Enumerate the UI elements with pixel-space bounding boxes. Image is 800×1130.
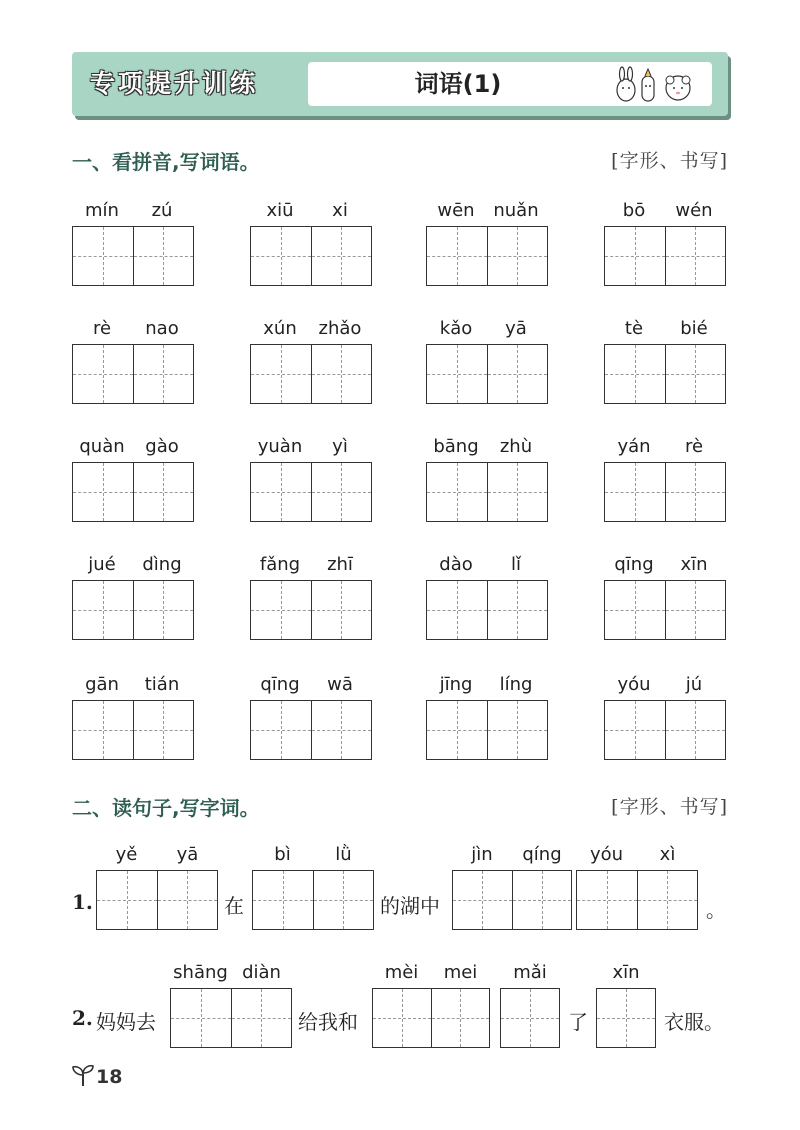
pinyin: diàn — [242, 962, 281, 983]
pinyin: yuàn — [257, 436, 303, 457]
writing-grid[interactable] — [426, 580, 548, 640]
sentence1-number: 1. — [72, 890, 93, 914]
section2-title: 二、读句子,写字词。 — [72, 796, 260, 820]
pinyin-word-item — [426, 318, 548, 408]
pinyin-word-item — [72, 200, 194, 290]
writing-grid[interactable] — [72, 580, 194, 640]
sentence2-answer-1 — [170, 962, 292, 1052]
page-title: 词语(1) — [414, 70, 502, 98]
pinyin: lǜ — [335, 844, 352, 865]
pinyin: jīng — [439, 674, 473, 695]
pinyin: xīn — [612, 962, 640, 983]
pinyin: mei — [443, 962, 478, 983]
mascots-icon — [608, 66, 704, 102]
writing-grid[interactable] — [604, 462, 726, 522]
pinyin-word-item — [72, 436, 194, 526]
pinyin: mín — [85, 200, 119, 221]
pinyin: yóu — [617, 674, 651, 695]
sentence2-number: 2. — [72, 1006, 93, 1030]
pinyin: yě — [115, 844, 138, 865]
sentence2-text-3: 衣服。 — [664, 1010, 724, 1034]
pinyin: yán — [617, 436, 651, 457]
section1-tag: [字形、书写] — [611, 150, 728, 172]
writing-grid[interactable] — [452, 870, 572, 930]
pinyin: bāng — [433, 436, 479, 457]
pinyin: nao — [145, 318, 179, 339]
pinyin: yóu — [589, 844, 624, 865]
writing-grid[interactable] — [500, 988, 560, 1048]
sentence2-answer-4 — [596, 962, 656, 1052]
pinyin: xì — [659, 844, 676, 865]
pinyin: qīng — [614, 554, 654, 575]
pinyin: lǐ — [510, 554, 521, 575]
writing-grid[interactable] — [596, 988, 656, 1048]
pinyin-word-item — [426, 674, 548, 764]
header-banner — [72, 52, 728, 116]
writing-grid[interactable] — [170, 988, 292, 1048]
pinyin-word-item — [604, 200, 726, 290]
pinyin: zhǎo — [318, 318, 362, 339]
sentence1-text-3: 。 — [706, 898, 726, 922]
pinyin: yā — [505, 318, 527, 339]
pinyin-word-item — [250, 436, 372, 526]
pinyin: xiū — [266, 200, 294, 221]
pinyin-word-item — [604, 554, 726, 644]
pinyin-word-item — [604, 674, 726, 764]
sentence1-answer-2 — [252, 844, 374, 934]
pinyin: gào — [145, 436, 179, 457]
writing-grid[interactable] — [250, 462, 372, 522]
writing-grid[interactable] — [96, 870, 218, 930]
writing-grid[interactable] — [372, 988, 490, 1048]
pinyin: fǎng — [259, 554, 301, 575]
writing-grid[interactable] — [604, 700, 726, 760]
page-number: 18 — [96, 1066, 123, 1088]
pinyin-word-item — [72, 674, 194, 764]
pinyin: rè — [684, 436, 704, 457]
pinyin: wēn — [437, 200, 475, 221]
writing-grid[interactable] — [250, 580, 372, 640]
writing-grid[interactable] — [72, 700, 194, 760]
pinyin: wā — [327, 674, 353, 695]
writing-grid[interactable] — [576, 870, 698, 930]
sentence2-answer-3 — [500, 962, 560, 1052]
pinyin: líng — [499, 674, 533, 695]
pinyin: yā — [176, 844, 199, 865]
writing-grid[interactable] — [604, 580, 726, 640]
section2-tag: [字形、书写] — [611, 796, 728, 818]
writing-grid[interactable] — [72, 226, 194, 286]
sentence1-answer-3 — [452, 844, 572, 934]
writing-grid[interactable] — [426, 226, 548, 286]
banner-title-box — [308, 62, 712, 106]
writing-grid[interactable] — [72, 462, 194, 522]
writing-grid[interactable] — [72, 344, 194, 404]
writing-grid[interactable] — [250, 344, 372, 404]
pinyin: zhù — [499, 436, 533, 457]
sentence2-text-0: 妈妈去 — [96, 1010, 156, 1034]
section1-title: 一、看拼音,写词语。 — [72, 150, 260, 174]
sentence2-answer-2 — [372, 962, 490, 1052]
pinyin: yì — [332, 436, 348, 457]
writing-grid[interactable] — [604, 226, 726, 286]
pinyin-word-item — [250, 674, 372, 764]
pinyin-word-item — [426, 436, 548, 526]
sentence2-text-2: 了 — [568, 1010, 588, 1034]
writing-grid[interactable] — [426, 344, 548, 404]
pinyin: tián — [144, 674, 180, 695]
pinyin: xīn — [680, 554, 708, 575]
pinyin-word-item — [604, 318, 726, 408]
pinyin: gān — [85, 674, 119, 695]
pinyin: jú — [685, 674, 703, 695]
pinyin: wén — [675, 200, 713, 221]
writing-grid[interactable] — [252, 870, 374, 930]
writing-grid[interactable] — [250, 226, 372, 286]
sentence1-answer-4 — [576, 844, 698, 934]
pinyin: kǎo — [439, 318, 473, 339]
pinyin: zhī — [327, 554, 353, 575]
writing-grid[interactable] — [426, 462, 548, 522]
pinyin: bì — [274, 844, 291, 865]
pinyin: dào — [439, 554, 473, 575]
writing-grid[interactable] — [604, 344, 726, 404]
sprout-icon — [70, 1062, 96, 1088]
pinyin: xi — [332, 200, 348, 221]
pinyin-word-item — [250, 318, 372, 408]
pinyin: shāng — [173, 962, 228, 983]
pinyin: qīng — [260, 674, 300, 695]
pinyin: rè — [92, 318, 112, 339]
sentence1-answer-1 — [96, 844, 218, 934]
banner-tag: 专项提升训练 — [90, 69, 259, 98]
pinyin: xún — [263, 318, 297, 339]
pinyin: mǎi — [513, 962, 547, 983]
pinyin: nuǎn — [493, 200, 539, 221]
pinyin: bō — [622, 200, 646, 221]
pinyin-word-item — [250, 554, 372, 644]
pinyin-word-item — [604, 436, 726, 526]
sentence1-text-2: 的湖中 — [380, 894, 440, 918]
pinyin: jué — [88, 554, 116, 575]
pinyin: zú — [151, 200, 173, 221]
pinyin-word-item — [250, 200, 372, 290]
pinyin: mèi — [384, 962, 419, 983]
pinyin: tè — [624, 318, 644, 339]
pinyin: dìng — [142, 554, 182, 575]
pinyin: quàn — [79, 436, 125, 457]
pinyin: qíng — [522, 844, 562, 865]
pinyin: bié — [680, 318, 708, 339]
writing-grid[interactable] — [426, 700, 548, 760]
pinyin-word-item — [426, 554, 548, 644]
pinyin-word-item — [72, 554, 194, 644]
writing-grid[interactable] — [250, 700, 372, 760]
pinyin-word-item — [72, 318, 194, 408]
pinyin: jìn — [471, 844, 493, 865]
sentence2-text-1: 给我和 — [298, 1010, 358, 1034]
pinyin-word-item — [426, 200, 548, 290]
sentence1-text-1: 在 — [224, 894, 244, 918]
